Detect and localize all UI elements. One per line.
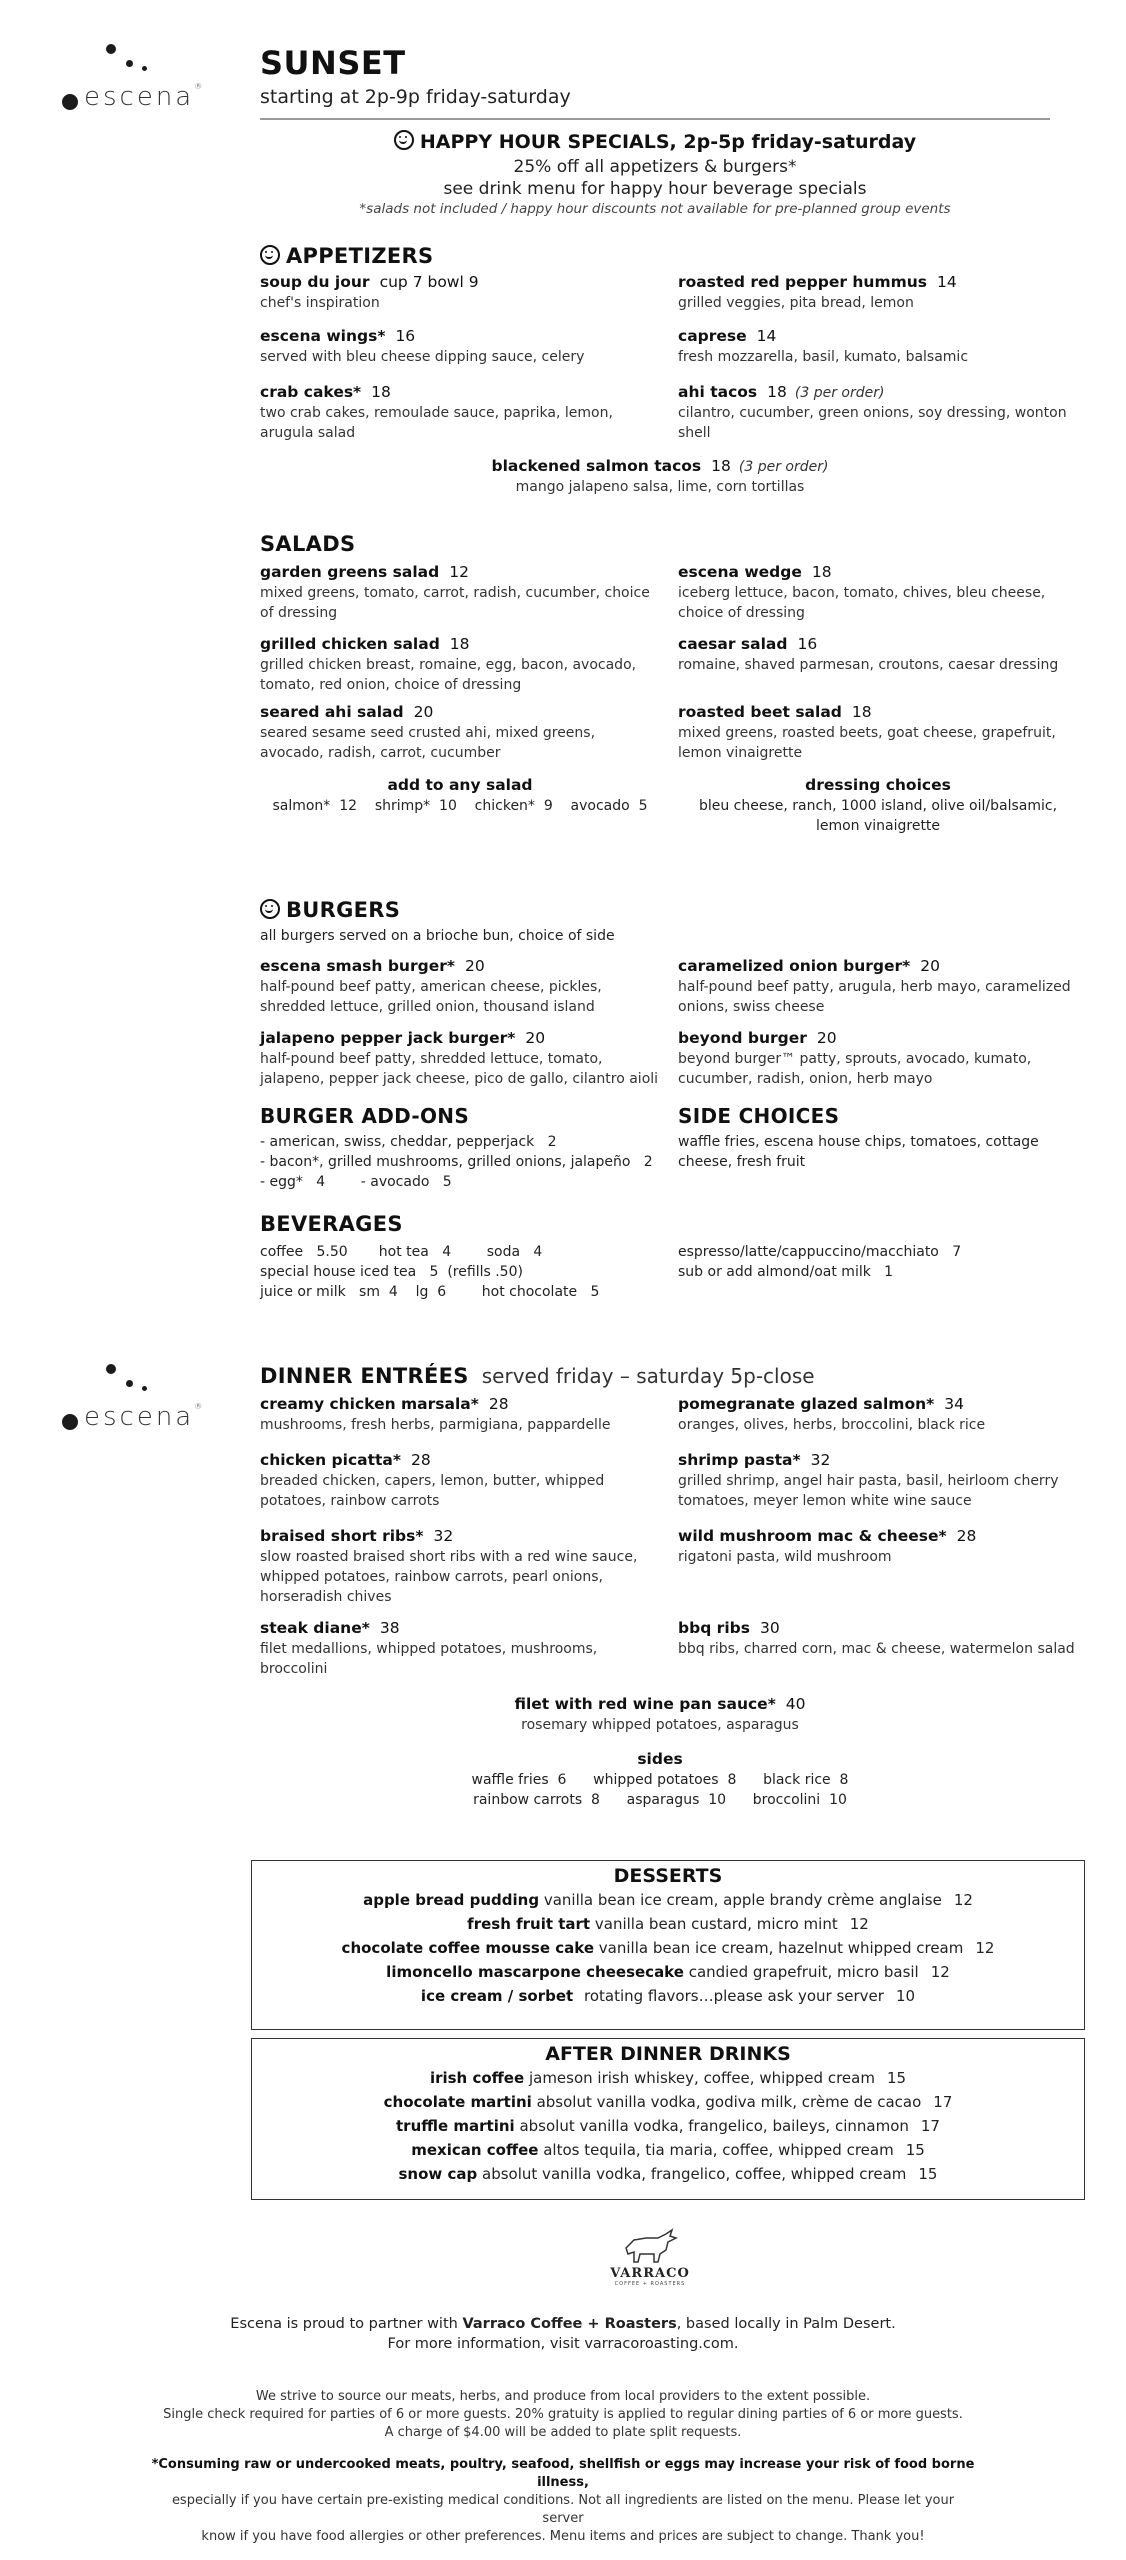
food-safety-warning: *Consuming raw or undercooked meats, poultry, seafood, shellfish or eggs may increase your risk of food borne illness, especially if you have certain pre-existing medical conditions. Not all ingredients are listed on the menu. Please let your server know if you have food allergies or other preferences. Menu items and prices are subject to change. Thank you! [151,2457,975,2544]
salad-addons: add to any salad salmon* 12 shrimp* 10 chicken* 9 avocado 5 [272,776,648,814]
beverages-right: espresso/latte/cappuccino/macchiato 7 sub or add almond/oat milk 1 [678,1244,962,1280]
appetizers-heading: APPETIZERS [260,244,433,268]
smiley-icon [394,130,414,150]
burger-addons: BURGER ADD-ONS - american, swiss, cheddar, pepperjack 2 - bacon*, grilled mushrooms, grilled onions, jalapeño 2 - egg* 4 - avocado 5 [260,1104,653,1190]
menu-item: escena smash burger* 20 half-pound beef patty, american cheese, pickles, shredded lettuce, grilled onion, thousand island [260,957,602,1015]
menu-item: seared ahi salad 20 seared sesame seed crusted ahi, mixed greens, avocado, radish, carrot, cucumber [260,703,596,761]
dinner-heading: DINNER ENTRÉES served friday – saturday 5p-close [260,1364,815,1388]
menu-item: creamy chicken marsala* 28 mushrooms, fresh herbs, parmigiana, pappardelle [260,1395,611,1433]
beverages-left: coffee 5.50 hot tea 4 soda 4 special house iced tea 5 (refills .50) juice or milk sm 4 lg 6 hot chocolate 5 [260,1244,600,1300]
menu-item: filet with red wine pan sauce* 40 rosemary whipped potatoes, asparagus [514,1695,806,1733]
header-divider [260,118,1050,120]
menu-item: caramelized onion burger* 20 half-pound beef patty, arugula, herb mayo, caramelized onions, swiss cheese [678,957,1071,1015]
menu-item: steak diane* 38 filet medallions, whipped potatoes, mushrooms, broccolini [260,1619,598,1677]
page-title: SUNSET [260,44,406,82]
menu-item: escena wedge 18 iceberg lettuce, bacon, tomato, chives, bleu cheese, choice of dressing [678,563,1046,621]
menu-item: braised short ribs* 32 slow roasted braised short ribs with a red wine sauce, whipped potatoes, rainbow carrots, pearl onions, horseradish chives [260,1527,638,1605]
dressing-choices: dressing choices bleu cheese, ranch, 1000 island, olive oil/balsamic, lemon vinaigrette [698,776,1058,834]
happy-hour-block [260,130,1050,217]
dinner-sides: sides waffle fries 6 whipped potatoes 8 black rice 8 rainbow carrots 8 asparagus 10 broccolini 10 [471,1750,849,1808]
varraco-logo: VARRACO COFFEE + ROASTERS [610,2226,690,2302]
smiley-icon [260,245,280,265]
happy-hour-line1: 25% off all appetizers & burgers* [513,157,797,177]
partner-text: Escena is proud to partner with Varraco Coffee + Roasters, based locally in Palm Desert. For more information, visit varracoroasting.com. [230,2316,896,2352]
footer-notes: We strive to source our meats, herbs, and produce from local providers to the extent possible. Single check required for parties of 6 or more guests. 20% gratuity is applied to regular dining parties of 6 or more guests. A charge of $4.00 will be added to plate split requests. [163,2389,963,2440]
beverages-heading: BEVERAGES [260,1212,403,1236]
menu-item: wild mushroom mac & cheese* 28 rigatoni pasta, wild mushroom [678,1527,977,1565]
menu-item: jalapeno pepper jack burger* 20 half-pound beef patty, shredded lettuce, tomato, jalapeno, pepper jack cheese, pico de gallo, cilantro aioli [260,1029,659,1087]
menu-item: roasted beet salad 18 mixed greens, roasted beets, goat cheese, grapefruit, lemon vinaigrette [678,703,1056,761]
page-subtitle: starting at 2p-9p friday-saturday [260,86,571,108]
menu-item: blackened salmon tacos 18 (3 per order) mango jalapeno salsa, lime, corn tortillas [491,457,829,495]
menu-item: soup du jour cup 7 bowl 9 chef's inspiration [260,273,479,311]
side-choices: SIDE CHOICES waffle fries, escena house chips, tomatoes, cottage cheese, fresh fruit [678,1104,1039,1170]
happy-hour-note: *salads not included / happy hour discounts not available for pre-planned group events [359,201,951,217]
menu-item: beyond burger 20 beyond burger™ patty, sprouts, avocado, kumato, cucumber, radish, onion, herb mayo [678,1029,1032,1087]
menu-item: grilled chicken salad 18 grilled chicken breast, romaine, egg, bacon, avocado, tomato, red onion, choice of dressing [260,635,637,693]
escena-logo: escena® [60,1362,210,1442]
menu-item: ahi tacos 18 (3 per order) cilantro, cucumber, green onions, soy dressing, wonton shell [678,383,1067,441]
menu-item: crab cakes* 18 two crab cakes, remoulade sauce, paprika, lemon, arugula salad [260,383,613,441]
smiley-icon [260,899,280,919]
menu-item: shrimp pasta* 32 grilled shrimp, angel hair pasta, basil, heirloom cherry tomatoes, meyer lemon white wine sauce [678,1451,1059,1509]
happy-hour-title: HAPPY HOUR SPECIALS, 2p-5p friday-saturday [419,131,917,153]
menu-item: caesar salad 16 romaine, shaved parmesan, croutons, caesar dressing [678,635,1059,673]
menu-item: chicken picatta* 28 breaded chicken, capers, lemon, butter, whipped potatoes, rainbow carrots [260,1451,605,1509]
bull-icon [620,2226,680,2266]
burgers-subtitle: all burgers served on a brioche bun, choice of side [260,928,615,944]
happy-hour-line2: see drink menu for happy hour beverage specials [443,179,867,199]
menu-item: bbq ribs 30 bbq ribs, charred corn, mac & cheese, watermelon salad [678,1619,1075,1657]
menu-item: roasted red pepper hummus 14 grilled veggies, pita bread, lemon [678,273,957,311]
burgers-heading: BURGERS [260,898,400,922]
menu-item: garden greens salad 12 mixed greens, tomato, carrot, radish, cucumber, choice of dressing [260,563,650,621]
menu-item: pomegranate glazed salmon* 34 oranges, olives, herbs, broccolini, black rice [678,1395,986,1433]
menu-item: caprese 14 fresh mozzarella, basil, kumato, balsamic [678,327,969,365]
menu-item: escena wings* 16 served with bleu cheese dipping sauce, celery [260,327,585,365]
desserts-box: DESSERTS apple bread pudding vanilla bean ice cream, apple brandy crème anglaise 12 fresh fruit tart vanilla bean custard, micro mint 12 chocolate coffee mousse cake vanilla bean ice cream, hazelnut whipped cream 12 limoncello mascarpone cheesecake candied grapefruit, micro basil 12 ice cream / sorbet rotating flavors…please ask your server 10 [251,1860,1085,2030]
after-dinner-drinks-box: AFTER DINNER DRINKS irish coffee jameson irish whiskey, coffee, whipped cream 15 chocolate martini absolut vanilla vodka, godiva milk, crème de cacao 17 truffle martini absolut vanilla vodka, frangelico, baileys, cinnamon 17 mexican coffee altos tequila, tia maria, coffee, whipped cream 15 snow cap absolut vanilla vodka, frangelico, coffee, whipped cream 15 [251,2038,1085,2200]
escena-logo: escena® [60,42,210,122]
salads-heading: SALADS [260,532,356,556]
